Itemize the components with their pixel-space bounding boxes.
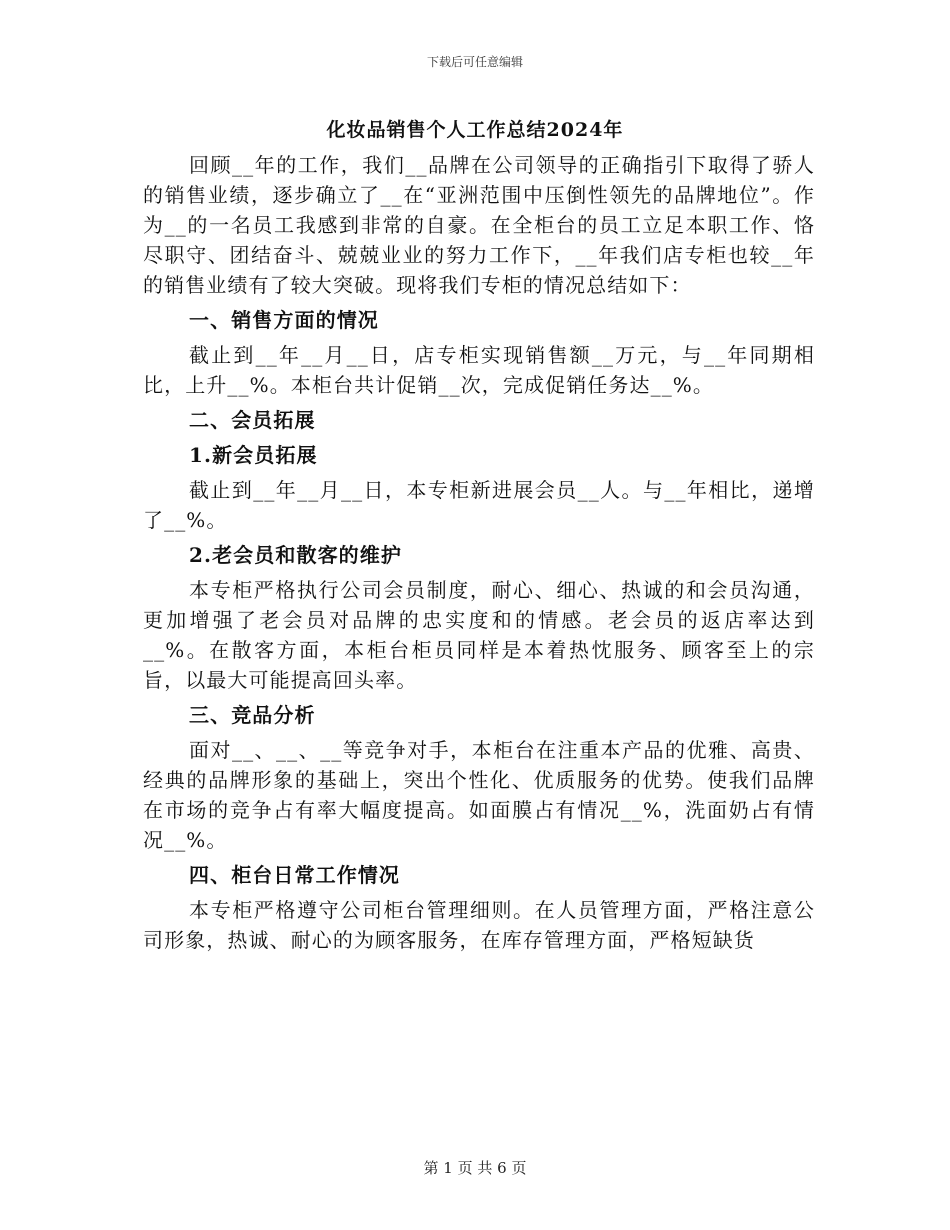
subsection-heading-new-members: 1.新会员拓展 [189,443,318,467]
section-heading-competitors: 三、竞品分析 [189,703,316,727]
paragraph-intro: 回顾__年的工作，我们__品牌在公司领导的正确指引下取得了骄人的销售业绩，逐步确立了__在“亚洲范围中压倒性领先的品牌地位”。作为__的一名员工我感到非常的自豪。在全柜台的员工立足本职工作、恪尽职守、团结奋斗、兢兢业业的努力工作下，__年我们店专柜也较__年的销售业绩有了较大突破。现将我们专柜的情况总结如下： [143,153,815,297]
paragraph-sales: 截止到__年__月__日，店专柜实现销售额__万元，与__年同期相比，上升__%。本柜台共计促销__次，完成促销任务达__%。 [143,343,815,397]
paragraph-competitors: 面对__、__、__等竞争对手，本柜台在注重本产品的优雅、高贵、经典的品牌形象的基础上，突出个性化、优质服务的优势。使我们品牌在市场的竞争占有率大幅度提高。如面膜占有情况__%，洗面奶占有情况__%。 [143,738,815,852]
section-heading-daily-work: 四、柜台日常工作情况 [189,863,400,887]
subsection-heading-old-members: 2.老会员和散客的维护 [189,543,402,567]
paragraph-old-members: 本专柜严格执行公司会员制度，耐心、细心、热诚的和会员沟通，更加增强了老会员对品牌的忠实度和的情感。老会员的返店率达到__%。在散客方面，本柜台柜员同样是本着热忱服务、顾客至上的宗旨，以最大可能提高回头率。 [143,578,815,692]
page-footer: 第 1 页 共 6 页 [423,1159,527,1177]
paragraph-new-members: 截止到__年__月__日，本专柜新进展会员__人。与__年相比，递增了__%。 [143,478,815,532]
document-body [143,150,815,960]
paragraph-daily-work: 本专柜严格遵守公司柜台管理细则。在人员管理方面，严格注意公司形象，热诚、耐心的为顾客服务，在库存管理方面，严格短缺货 [143,898,815,952]
header-note: 下载后可任意编辑 [426,55,523,69]
section-heading-members: 二、会员拓展 [189,408,316,432]
document-title: 化妆品销售个人工作总结2024年 [326,119,624,141]
section-heading-sales: 一、销售方面的情况 [189,308,379,332]
